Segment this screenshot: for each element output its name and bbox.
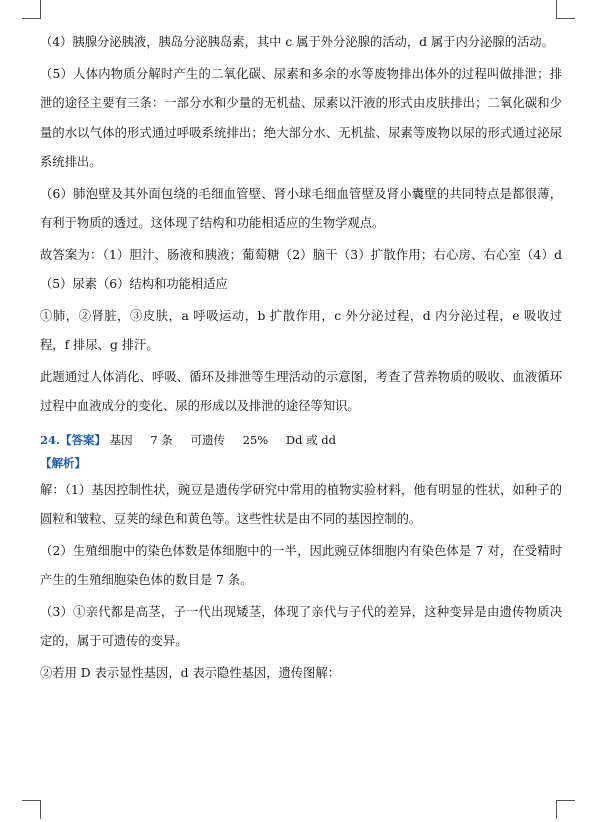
- document-body: [40, 28, 562, 688]
- paragraph-q23-6: （6）肺泡壁及其外面包绕的毛细血管壁、肾小球毛细血管壁及肾小囊壁的共同特点是都很薄，有利于物质的透过。这体现了结构和功能相适应的生物学观点。: [40, 186, 562, 230]
- crop-mark-top-right: [556, 0, 575, 19]
- paragraph-q23-4: （4）胰腺分泌胰液，胰岛分泌胰岛素，其中 c 属于外分泌腺的活动，d 属于内分泌腺的活动。: [40, 35, 554, 49]
- crop-mark-bottom-right: [556, 800, 575, 819]
- crop-mark-bottom-left: [22, 800, 41, 819]
- question-24-answer-line: [40, 428, 562, 452]
- paragraph-q24-1: 解：（1）基因控制性状，豌豆是遗传学研究中常用的植物实验材料，他有明显的性状，如种子的圆粒和皱粒、豆荚的绿色和黄色等。这些性状是由不同的基因控制的。: [40, 482, 562, 526]
- paragraph-answer-summary: 故答案为：（1）胆汁、肠液和胰液；葡萄糖（2）脑干（3）扩散作用；右心房、右心室（4）d（5）尿素（6）结构和功能相适应: [40, 247, 562, 291]
- paragraph-q24-2: （2）生殖细胞中的染色体数是体细胞中的一半，因此豌豆体细胞内有染色体是 7 对，在受精时产生的生殖细胞染色体的数目是 7 条。: [40, 543, 562, 587]
- answer-2: 7 条: [150, 432, 173, 447]
- answer-5: Dd 或 dd: [285, 432, 336, 447]
- answer-3: 可遗传: [190, 432, 225, 447]
- answer-tag: 【答案】: [60, 432, 107, 447]
- answer-4: 25%: [242, 432, 269, 447]
- paragraph-q24-diagram-intro: ②若用 D 表示显性基因，d 表示隐性基因，遗传图解：: [40, 665, 340, 680]
- answer-1: 基因: [109, 432, 133, 447]
- paragraph-q23-5: （5）人体内物质分解时产生的二氧化碳、尿素和多余的水等废物排出体外的过程叫做排泄；排泄的途径主要有三条：一部分水和少量的无机盐、尿素以汗液的形式由皮肤排出；二氧化碳和少量的水以气体的形式通过呼吸系统排出；绝大部分水、无机盐、尿素等废物以尿的形式通过泌尿系统排出。: [40, 66, 562, 169]
- analysis-tag: 【解析】: [40, 455, 86, 470]
- paragraph-q24-3: （3）①亲代都是高茎，子一代出现矮茎，体现了亲代与子代的差异，这种变异是由遗传物质决定的，属于可遗传的变异。: [40, 604, 562, 648]
- paragraph-topic-note: 此题通过人体消化、呼吸、循环及排泄等生理活动的示意图，考查了营养物质的吸收、血液循环过程中血液成分的变化、尿的形成以及排泄的途径等知识。: [40, 369, 562, 413]
- paragraph-labels: ①肺，②肾脏，③皮肤，a 呼吸运动，b 扩散作用，c 外分泌过程，d 内分泌过程，e 吸收过程，f 排尿、g 排汗。: [40, 308, 562, 352]
- question-number: 24.: [40, 432, 61, 447]
- crop-mark-top-left: [22, 0, 41, 19]
